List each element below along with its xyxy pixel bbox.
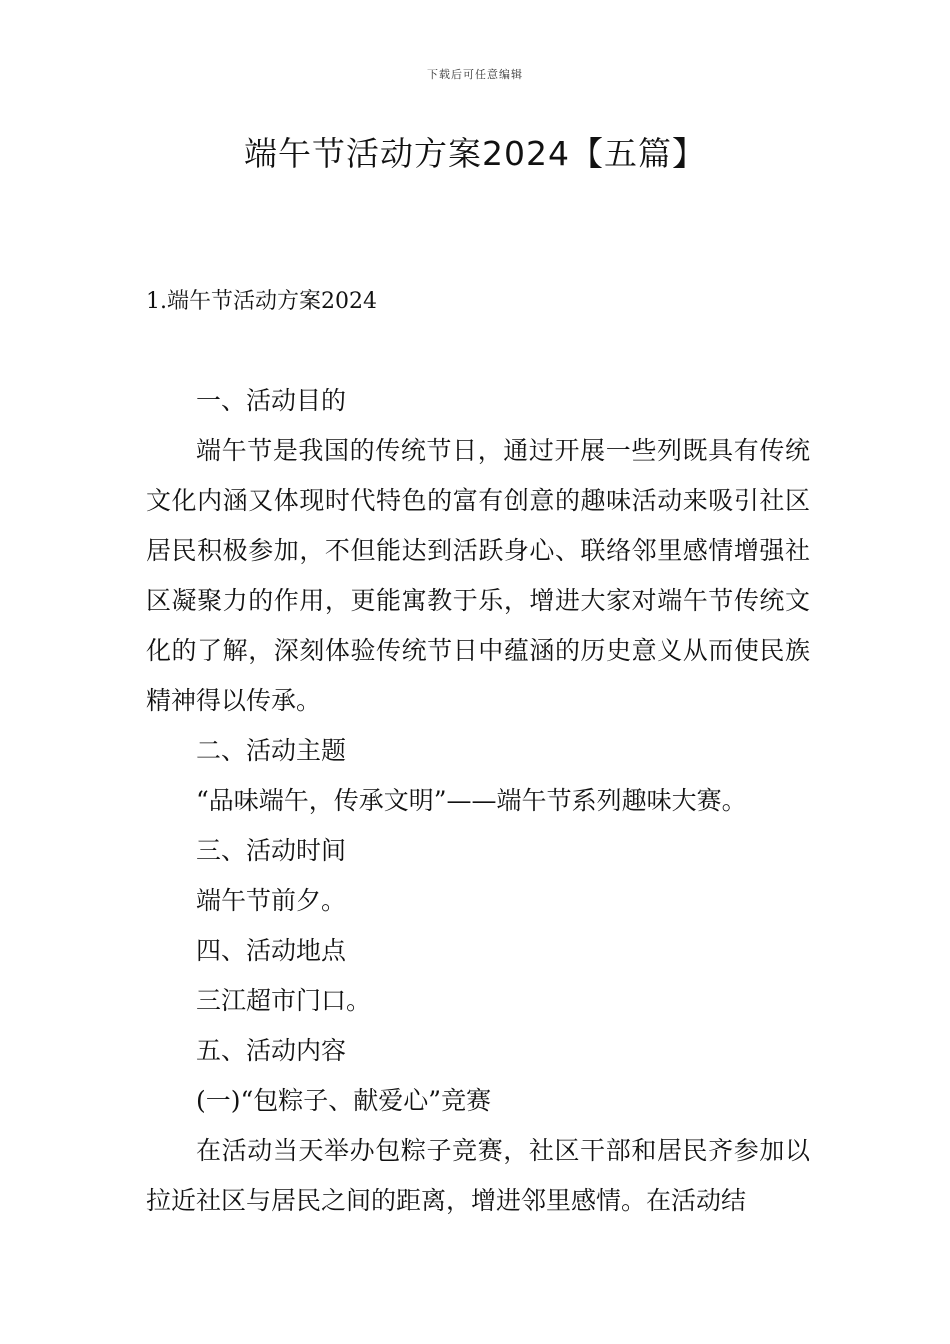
paragraph-theme: “品味端午，传承文明”——端午节系列趣味大赛。 xyxy=(196,786,747,815)
section-title: 1.端午节活动方案2024 xyxy=(146,289,377,314)
subheading-zongzi-contest: (一)“包粽子、献爱心”竞赛 xyxy=(196,1086,492,1115)
paragraph-zongzi-contest: 在活动当天举办包粽子竞赛，社区干部和居民齐参加以拉近社区与居民之间的距离，增进邻里感情。在活动结 xyxy=(146,1136,810,1215)
heading-content: 五、活动内容 xyxy=(196,1036,347,1065)
heading-time: 三、活动时间 xyxy=(196,836,347,865)
heading-purpose: 一、活动目的 xyxy=(196,386,347,415)
heading-theme: 二、活动主题 xyxy=(196,736,347,765)
header-note: 下载后可任意编辑 xyxy=(427,68,523,81)
paragraph-purpose: 端午节是我国的传统节日，通过开展一些列既具有传统文化内涵又体现时代特色的富有创意的趣味活动来吸引社区居民积极参加，不但能达到活跃身心、联络邻里感情增强社区凝聚力的作用，更能寓教于乐，增进大家对端午节传统文化的了解，深刻体验传统节日中蕴涵的历史意义从而使民族精神得以传承。 xyxy=(146,436,810,715)
heading-location: 四、活动地点 xyxy=(196,936,347,965)
document-body xyxy=(146,376,810,1226)
paragraph-time: 端午节前夕。 xyxy=(196,886,347,915)
paragraph-location: 三江超市门口。 xyxy=(196,986,372,1015)
document-title: 端午节活动方案2024【五篇】 xyxy=(244,134,706,173)
